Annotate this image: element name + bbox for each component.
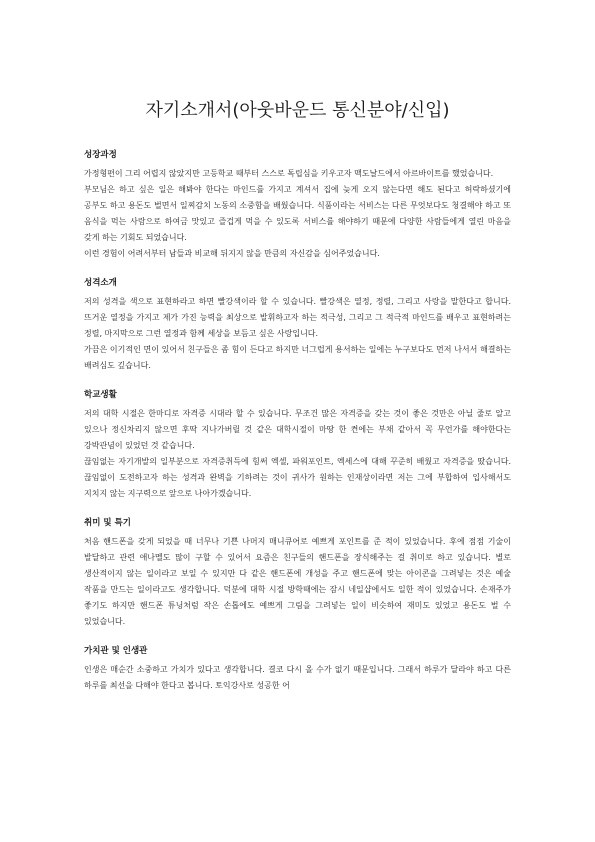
section-heading: 가치관 및 인생관 — [84, 646, 148, 656]
section-school-life — [84, 388, 511, 502]
document-title: 자기소개서(아웃바운드 통신분야/신입) — [145, 100, 450, 121]
section-growth — [84, 148, 511, 262]
section-heading: 성격소개 — [84, 278, 117, 288]
paragraph: 저의 성격을 색으로 표현하라고 하면 빨강색이라 할 수 있습니다. 빨강색은 열정, 정렬, 그리고 사랑을 말한다고 합니다. 뜨거운 열정을 가지고 제가 가진 능력을 최상으로 발휘하고자 하는 적극성, 그리고 그 적극적 마인드를 배우고 표현하려는 정렬, 마지막으로 그런 열정과 함께 세상을 보듬고 싶은 사랑입니다. — [84, 297, 511, 338]
section-heading: 학교생활 — [84, 390, 117, 400]
paragraph: 인생은 매순간 소중하고 가치가 있다고 생각합니다. 결코 다시 올 수가 없기 때문입니다. 그래서 하루가 달라야 하고 다른 하루를 최선을 다해야 한다고 봅니다. 토익강사로 성공한 어 — [84, 665, 511, 690]
paragraph: 저의 대학 시절은 한마디로 자격증 시대라 할 수 있습니다. 무조건 많은 자격증을 갖는 것이 좋은 것만은 아닐 줄로 알고 있으나 정신차리지 않으면 후딱 지나가버릴 것 같은 대학시절이 마땅 한 켠에는 부채 같아서 꼭 무언가를 해야한다는 강박관념이 있었던 것 같습니다. — [84, 409, 511, 450]
paragraph: 처음 핸드폰을 갖게 되었을 때 너무나 기쁜 나머지 매니큐어로 예쁘게 포인트를 준 적이 있었습니다. 후에 점점 기술이 발달하고 관련 애나멜도 많이 구할 수 있어서 요즘은 친구들의 핸드폰을 장식해주는 걸 취미로 하고 있습니다. 별로 생산적이지 않는 일이라고 보일 수 있지만 다 같은 핸드폰에 개성을 주고 핸드폰에 맞는 아이콘을 그려넣는 것은 예술 작품을 만드는 일이라고도 생각합니다. 덕분에 대학 시절 방학때에는 잠시 네일샵에서도 일한 적이 있었습니다. 손재주가 좋기도 하지만 핸드폰 튜닝처럼 작은 손톱에도 예쁘게 그림을 그려넣는 일이 비슷하여 재미도 있었고 용돈도 벌 수 있었습니다. — [84, 537, 511, 626]
paragraph: 끊임없는 자기개발의 일부분으로 자격증취득에 힘써 엑셀, 파워포인트, 엑세스에 대해 꾸준히 배웠고 자격증을 땄습니다. 끊임없이 도전하고자 하는 성격과 완벽을 기하려는 것이 귀사가 원하는 인재상이라면 저는 그에 부합하여 입사해서도 지치지 않는 지구력으로 앞으로 나아가겠습니다. — [84, 457, 511, 498]
section-hobbies — [84, 516, 511, 630]
paragraph: 가정형편이 그리 어렵지 않았지만 고등학교 때부터 스스로 독립심을 키우고자 맥도날드에서 아르바이트를 했었습니다. — [84, 169, 494, 178]
paragraph: 이런 경험이 어려서부터 남들과 비교해 뒤지지 않을 만큼의 자신감을 심어주었습니다. — [84, 249, 380, 258]
paragraph: 부모님은 하고 싶은 일은 해봐야 한다는 마인드를 가지고 계셔서 집에 늦게 오지 않는다면 해도 된다고 허락하셨기에 공부도 하고 용돈도 벌면서 일찌감치 노동의 소중함을 배웠습니다. 식품이라는 서비스는 다른 무엇보다도 청결해야 하고 또 음식을 먹는 사람으로 하여금 맛있고 즐겁게 먹을 수 있도록 서비스를 해야하기 때문에 다양한 사람들에게 열린 마음을 갖게 하는 기회도 되었습니다. — [84, 185, 511, 242]
section-heading: 취미 및 특기 — [84, 518, 131, 528]
section-personality — [84, 276, 511, 374]
section-values — [84, 644, 511, 694]
paragraph: 가끔은 이기적인 면이 있어서 친구들은 좀 힘이 든다고 하지만 너그럽게 용서하는 일에는 누구보다도 먼저 나서서 해결하는 배려심도 깊습니다. — [84, 345, 511, 370]
section-heading: 성장과정 — [84, 150, 117, 160]
